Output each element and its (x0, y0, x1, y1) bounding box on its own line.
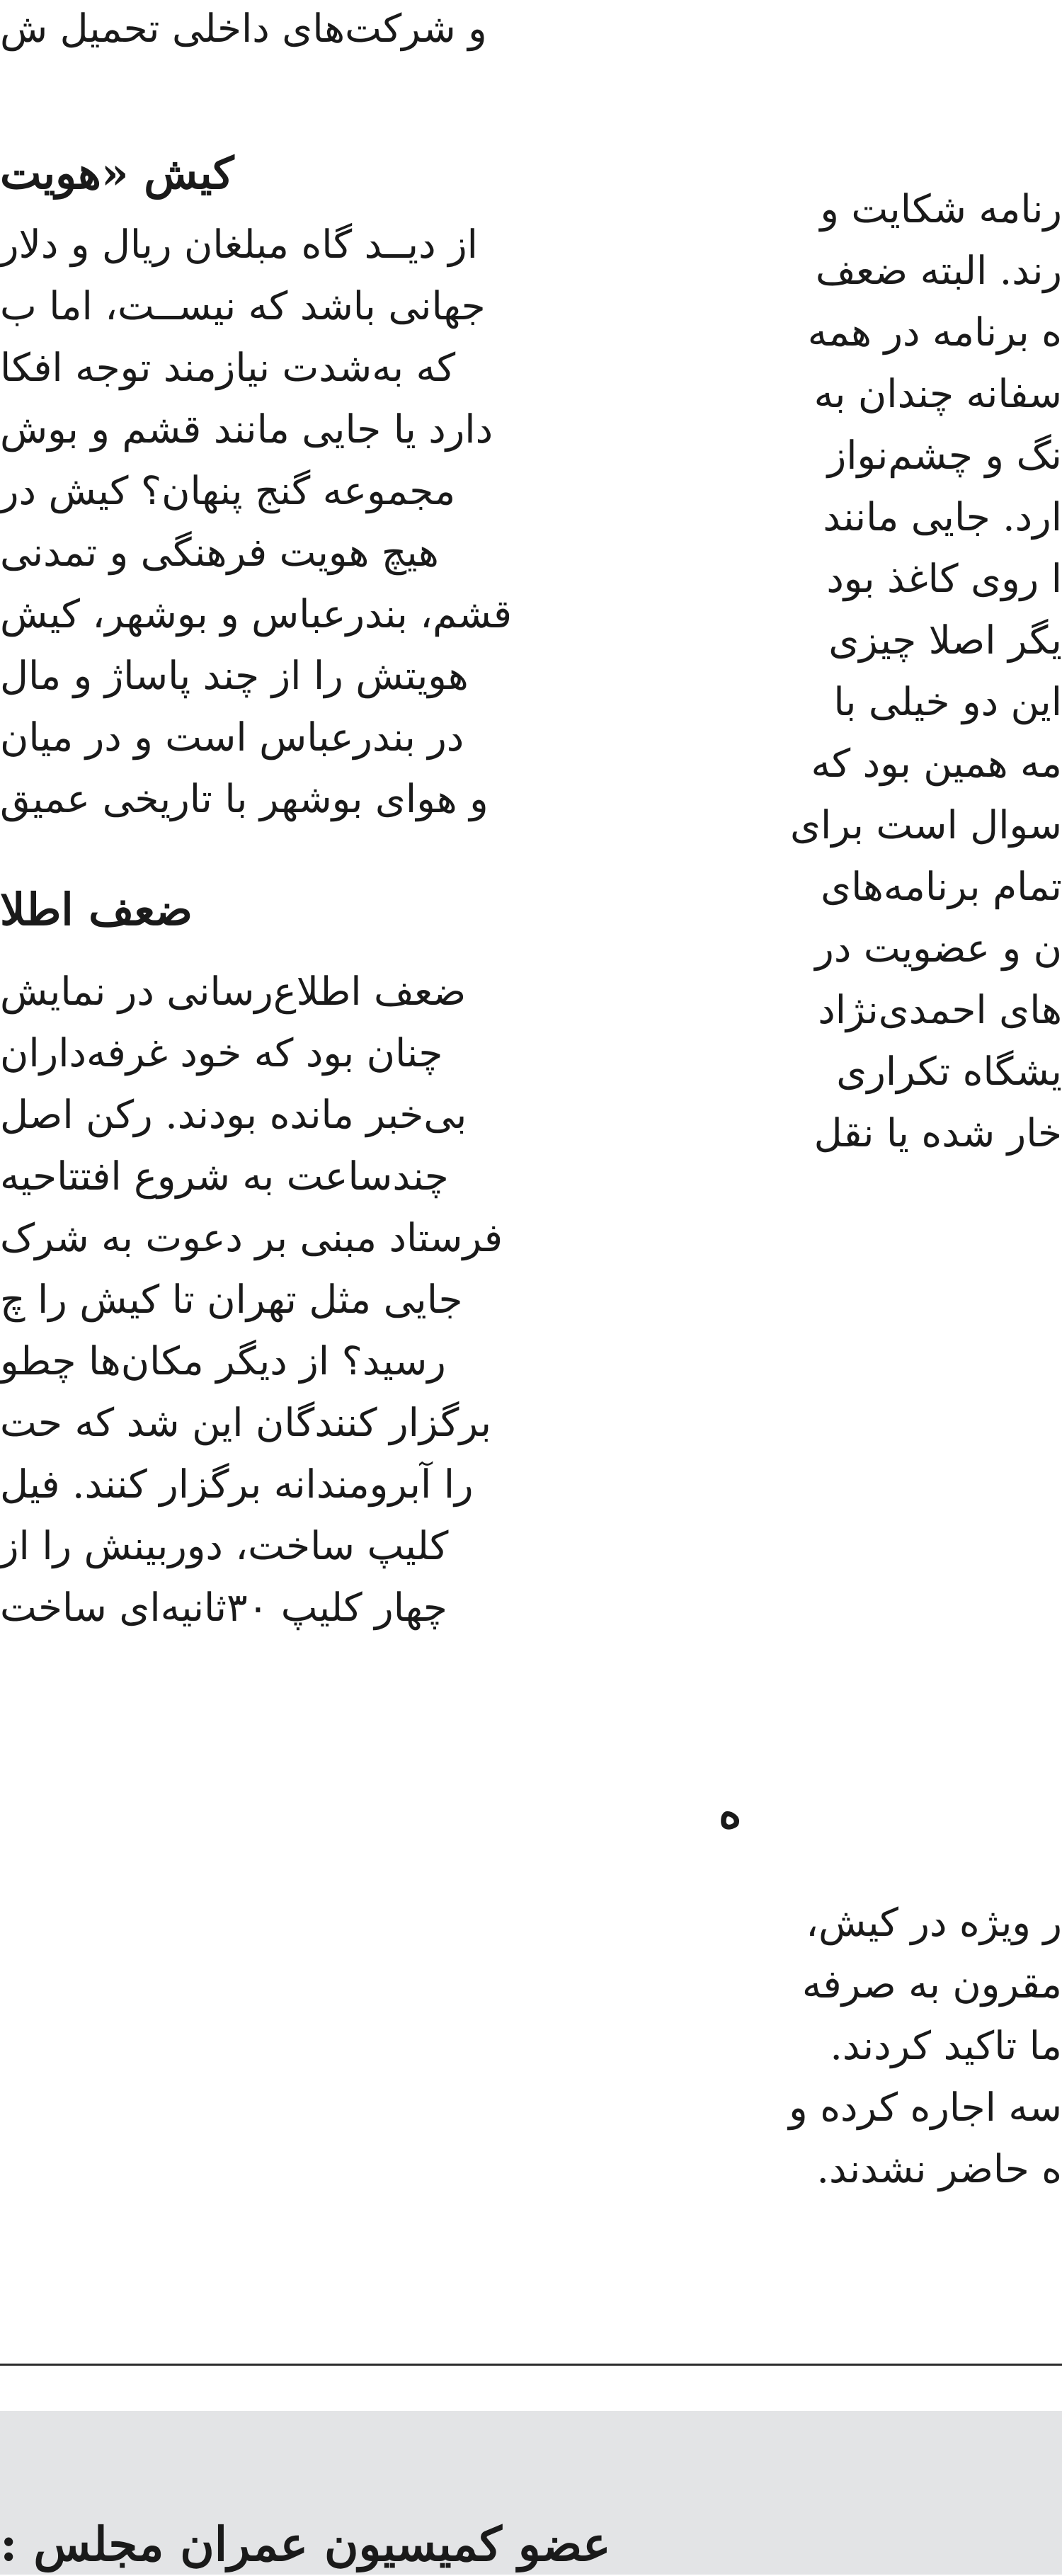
paragraph-line: های احمدی‌نژاد (818, 987, 1062, 1032)
paragraph-line: ه حاضر نشدند. (816, 2146, 1062, 2192)
paragraph-line: در بندرعباس است و در میان (0, 714, 464, 760)
paragraph-line: برگزار کنندگان این شد که حت (0, 1400, 492, 1445)
paragraph-line: رسید؟ از دیگر مکان‌ها چطو (0, 1338, 446, 1384)
section-heading: ضعف اطلا (0, 884, 193, 935)
paragraph-line: هویتش را از چند پاساژ و مال (0, 653, 469, 698)
paragraph-line: خار شده یا نقل (813, 1110, 1062, 1156)
sidebar-box-title: عضو کمیسیون عمران مجلس : (0, 2517, 611, 2572)
paragraph-line: دارد یا جایی مانند قشم و بوش (0, 406, 493, 452)
paragraph-line: سه اجاره کرده و (789, 2085, 1062, 2130)
paragraph-line: ا روی کاغذ بود (826, 556, 1062, 601)
paragraph-line: جایی مثل تهران تا کیش را چ (0, 1277, 463, 1322)
paragraph-line: مه همین بود که (811, 741, 1062, 786)
paragraph-line: فرستاد مبنی بر دعوت به شرک (0, 1215, 503, 1260)
paragraph-line: را آبرومندانه برگزار کنند. فیل (0, 1461, 474, 1507)
paragraph-line: هیچ هویت فرهنگی و تمدنی (0, 530, 439, 575)
paragraph-line: چهار کلیپ ۳۰ثانیه‌ای ساخت (0, 1585, 447, 1630)
paragraph-line: یگر اصلا چیزی (828, 617, 1062, 663)
paragraph-line: جهانی باشد که نیســت، اما ب (0, 283, 486, 329)
paragraph-line: رند. البته ضعف (815, 248, 1062, 293)
paragraph-line: کلیپ ساخت، دوربینش را از (0, 1523, 449, 1568)
paragraph-line: ر ویژه در کیش، (806, 1900, 1062, 1945)
paragraph-line: ضعف اطلاع‌رسانی در نمایش (0, 969, 467, 1014)
paragraph-line: و شرکت‌های داخلی تحمیل ش (0, 6, 487, 51)
paragraph-line: ما تاکید کردند. (830, 2023, 1062, 2068)
horizontal-divider (0, 2364, 1062, 2366)
paragraph-line: یشگاه تکراری (836, 1049, 1062, 1094)
paragraph-line: از دیــد گاه مبلغان ریال و دلار (0, 222, 478, 267)
paragraph-line: این دو خیلی با (833, 679, 1062, 724)
paragraph-line: که به‌شدت نیازمند توجه افکا (0, 345, 456, 390)
paragraph-line: چنان بود که خود غرفه‌داران (0, 1030, 443, 1076)
section-heading-fragment: ه (719, 1786, 742, 1838)
paragraph-line: و هوای بوشهر با تاریخی عمیق (0, 776, 489, 821)
paragraph-line: سوال است برای (789, 802, 1062, 848)
paragraph-line: سفانه چندان به (813, 371, 1062, 416)
paragraph-line: مجموعه گنج پنهان؟ کیش در (0, 468, 456, 513)
paragraph-line: ه برنامه در همه (807, 309, 1062, 355)
paragraph-line: بی‌خبر مانده بودند. رکن اصل (0, 1092, 467, 1137)
section-heading: کیش «هویت (0, 147, 234, 199)
paragraph-line: ن و عضویت در (815, 925, 1062, 971)
paragraph-line: چندساعت به شروع افتتاحیه (0, 1153, 449, 1199)
paragraph-line: ارد. جایی مانند (823, 494, 1062, 540)
paragraph-line: رنامه شکایت و (820, 186, 1062, 232)
paragraph-line: قشم، بندرعباس و بوشهر، کیش (0, 591, 513, 637)
paragraph-line: مقرون به صرفه (801, 1961, 1062, 2007)
paragraph-line: نگ و چشم‌نواز (827, 433, 1062, 478)
paragraph-line: تمام برنامه‌های (821, 864, 1062, 909)
